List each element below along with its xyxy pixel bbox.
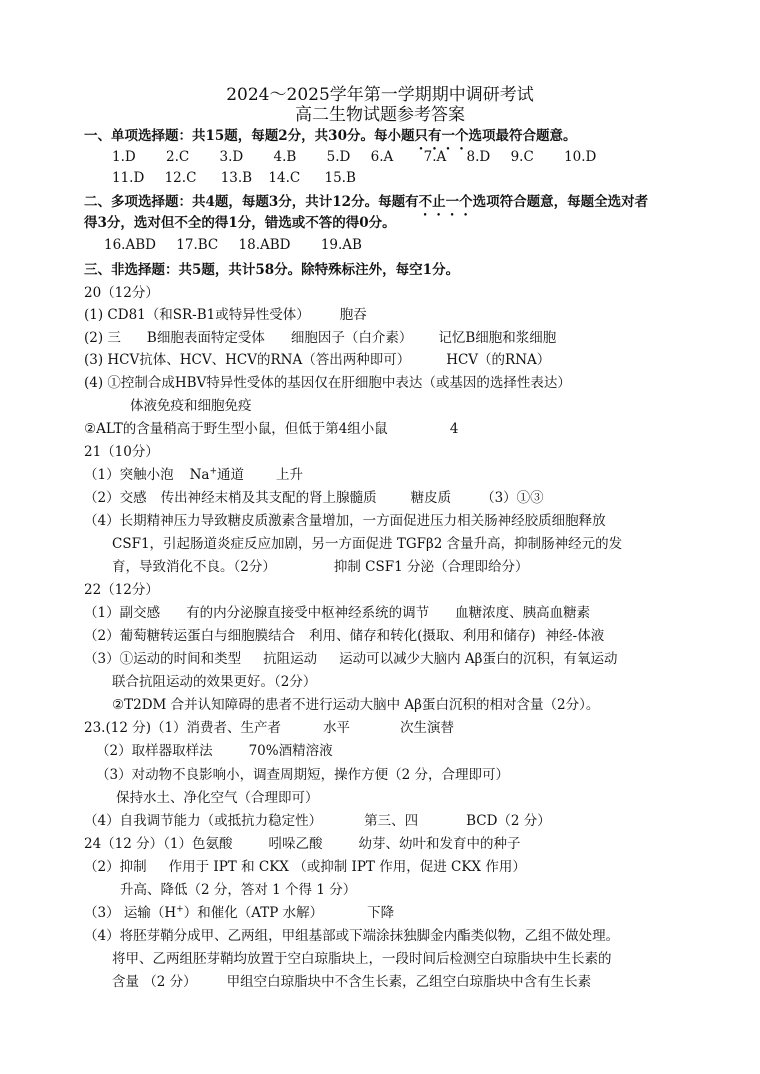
answer-2: 2.C — [166, 149, 190, 165]
q21-line2 — [84, 488, 544, 508]
q24-1-answer-b: 吲哚乙酸 — [268, 836, 323, 852]
q24-4-answer-a: 含量 （2 分） — [112, 974, 197, 990]
q20-line5: 体液免疫和细胞免疫 — [130, 398, 252, 414]
q24-line6: 将甲、乙两组胚芽鞘均放置于空白琼脂块上，一段时间后检测空白琼脂块中生长素的 — [112, 951, 612, 967]
section2-heading-line2: 得3分，选对但不全的得1分，错选或不答的得0分。 — [84, 215, 396, 231]
q24-line2 — [84, 857, 526, 877]
q22-3-answer-b: 抗阻运动 — [263, 651, 318, 667]
answer-6: 6.A — [370, 149, 394, 165]
answer-5: 5.D — [326, 149, 351, 165]
q23-1-answer-b: 水平 — [323, 720, 351, 736]
q24-line3: 升高、降低（2 分，答对 1 个得 1 分） — [120, 882, 357, 898]
q22-line3 — [84, 649, 617, 669]
section3-heading: 三、非选择题：共5题，共计58分。除特殊标注外，每空1分。 — [84, 262, 460, 278]
q21-4-answer-a: 育，导致消化不良。（2分） — [112, 559, 276, 575]
q21-heading: 21（10分） — [84, 444, 159, 460]
q24-line1 — [84, 834, 521, 854]
q21-2-answer-c: 糖皮质 — [410, 490, 452, 506]
q23-2-answer-a: （2）取样器取样法 — [96, 743, 213, 759]
answer-4: 4.B — [273, 149, 297, 165]
q24-4-answer-b: 甲组空白琼脂块中不含生长素，乙组空白琼脂块中含有生长素 — [226, 974, 592, 990]
q24-3-answer-a-sup: + — [176, 904, 184, 915]
q21-2-answer-b: 传出神经末梢及其支配的肾上腺髓质 — [160, 490, 377, 506]
answer-15: 15.B — [324, 170, 356, 186]
page-subtitle: 高二生物试题参考答案 — [295, 105, 465, 125]
section1-answers-row2 — [112, 168, 356, 188]
q21-3-answer: （3）①③ — [481, 490, 544, 506]
q23-1-answer-a: 23.(12 分)（1）消费者、生产者 — [84, 720, 282, 736]
q22-2-answer-c: 神经-体液 — [545, 628, 605, 644]
q20-line3 — [84, 350, 550, 370]
q20-4-answer-a: ②ALT的含量稍高于野生型小鼠，但低于第4组小鼠 — [84, 421, 388, 437]
q23-2-answer-b: 70%酒精溶液 — [248, 743, 333, 759]
q24-line5: （4）将胚芽鞘分成甲、乙两组，甲组基部或下端涂抹独脚金内酯类似物，乙组不做处理。 — [84, 928, 620, 944]
q21-1-answer-b-sup: + — [209, 466, 218, 477]
answer-9: 9.C — [510, 149, 534, 165]
q21-1-answer-c: 上升 — [276, 467, 304, 483]
q20-heading: 20（12分） — [84, 285, 159, 301]
answer-1: 1.D — [112, 149, 136, 165]
q23-line4: 保持水土、净化空气（合理即可） — [116, 790, 319, 806]
q24-line4 — [84, 903, 394, 923]
q20-3-answer-b: HCV（的RNA） — [446, 352, 551, 368]
q21-line1 — [84, 465, 303, 485]
q22-line5: ②T2DM 合并认知障碍的患者不进行运动大脑中 Aβ蛋白沉积的相对含量（2分）。 — [112, 697, 600, 713]
section1-heading-part2: 选项最符合题意。 — [468, 128, 577, 144]
q21-1-answer-b-pre: Na — [189, 467, 210, 483]
q20-1-answer-a: (1) CD81（和SR-B1或特异性受体） — [84, 307, 310, 323]
q20-3-answer-a: (3) HCV抗体、HCV、HCV的RNA（答出两种即可） — [84, 352, 411, 368]
q22-line1 — [84, 603, 590, 623]
q22-2-answer-b: 利用、储存和转化(摄取、利用和储存) — [309, 628, 536, 644]
section2-heading-part2: 选项符合题意，每题全选对者 — [472, 194, 649, 210]
section2-heading-emphasis: 不止一个 — [418, 194, 473, 210]
answer-11: 11.D — [112, 170, 145, 186]
section1-heading-part1: 一、单项选择题：共15题，每题2分，共30分。每小题 — [84, 128, 415, 144]
q21-2-answer-a: （2）交感 — [84, 490, 147, 506]
answer-16: 16.ABD — [104, 237, 156, 253]
q22-1-answer-b: 有的内分泌腺直接受中枢神经系统的调节 — [186, 605, 430, 621]
q22-2-answer-a: （2）葡萄糖转运蛋白与细胞膜结合 — [84, 628, 296, 644]
q22-3-answer-a: （3）①运动的时间和类型 — [84, 651, 242, 667]
section1-answers-row1 — [112, 147, 596, 167]
q23-line3: （3）对动物不良影响小，调查周期短，操作方便（2 分，合理即可） — [96, 767, 509, 783]
q23-1-answer-c: 次生演替 — [400, 720, 455, 736]
q21-1-answer-a: （1）突触小泡 — [84, 467, 174, 483]
q24-2-answer-a: （2）抑制 — [84, 859, 147, 875]
q20-2-answer-a: (2) 三 — [84, 330, 121, 346]
q20-2-answer-c: 细胞因子（白介素） — [290, 330, 413, 346]
q22-1-answer-a: （1）副交感 — [84, 605, 161, 621]
q23-4-answer-a: （4）自我调节能力（或抵抗力稳定性） — [84, 813, 323, 829]
q20-2-answer-d: 记忆B细胞和浆细胞 — [438, 330, 557, 346]
answer-10: 10.D — [564, 149, 597, 165]
answer-12: 12.C — [164, 170, 197, 186]
q23-4-answer-c: BCD（2 分） — [466, 813, 551, 829]
answer-3: 3.D — [219, 149, 244, 165]
q23-line2 — [96, 741, 333, 761]
answer-19: 19.AB — [320, 237, 362, 253]
answer-13: 13.B — [220, 170, 253, 186]
answer-7: 7.A — [423, 149, 447, 165]
q22-line4: 联合抗阻运动的效果更好。（2分） — [112, 674, 317, 690]
q20-4-answer-b: 4 — [449, 421, 459, 437]
q24-2-answer-b: 作用于 IPT 和 CKX （或抑制 IPT 作用，促进 CKX 作用） — [168, 859, 526, 875]
q21-line4: CSF1，引起肠道炎症反应加剧，另一方面促进 TGFβ2 含量升高，抑制肠神经元的发 — [112, 536, 623, 552]
q24-1-answer-c: 幼芽、幼叶和发育中的种子 — [358, 836, 521, 852]
section1-heading-emphasis: 只有一个 — [414, 128, 469, 144]
q20-1-answer-b: 胞吞 — [339, 307, 367, 323]
answer-18: 18.ABD — [238, 237, 291, 253]
answer-8: 8.D — [466, 149, 491, 165]
q20-line4: (4) ①控制合成HBV特异性受体的基因仅在肝细胞中表达（或基因的选择性表达） — [84, 375, 571, 391]
q24-line7 — [112, 972, 591, 992]
q23-4-answer-b: 第三、四 — [364, 813, 419, 829]
q22-line2 — [84, 626, 604, 646]
q24-3-answer-b: 下降 — [367, 905, 395, 921]
q21-line3: （4）长期精神压力导致糖皮质激素含量增加，一方面促进压力相关肠神经胶质细胞释放 — [84, 513, 606, 529]
q22-heading: 22（12分） — [84, 582, 159, 598]
q20-line2 — [84, 328, 556, 348]
q24-3-answer-a-post: ）和催化（ATP 水解） — [183, 905, 324, 921]
q21-4-answer-b: 抑制 CSF1 分泌（合理即给分） — [333, 559, 529, 575]
q24-1-answer-a: 24（12 分）（1）色氨酸 — [84, 836, 233, 852]
answer-17: 17.BC — [176, 237, 219, 253]
answer-14: 14.C — [268, 170, 301, 186]
section2-heading-part1: 二、多项选择题：共4题，每题3分，共计12分。每题有 — [84, 194, 419, 210]
section2-answers-row — [104, 235, 362, 255]
q21-line5 — [112, 557, 528, 577]
q24-3-answer-a-pre: （3） 运输（H — [84, 905, 177, 921]
q22-3-answer-c: 运动可以减少大脑内 Aβ蛋白的沉积，有氧运动 — [339, 651, 618, 667]
q20-line1 — [84, 305, 367, 325]
q21-1-answer-b-post: 通道 — [217, 467, 245, 483]
page-title: 2024～2025学年第一学期期中调研考试 — [226, 85, 534, 105]
q20-line6 — [84, 419, 458, 439]
q20-2-answer-b: B细胞表面特定受体 — [146, 330, 265, 346]
q23-line1 — [84, 718, 454, 738]
q22-1-answer-c: 血糖浓度、胰高血糖素 — [455, 605, 591, 621]
q23-line5 — [84, 811, 551, 831]
